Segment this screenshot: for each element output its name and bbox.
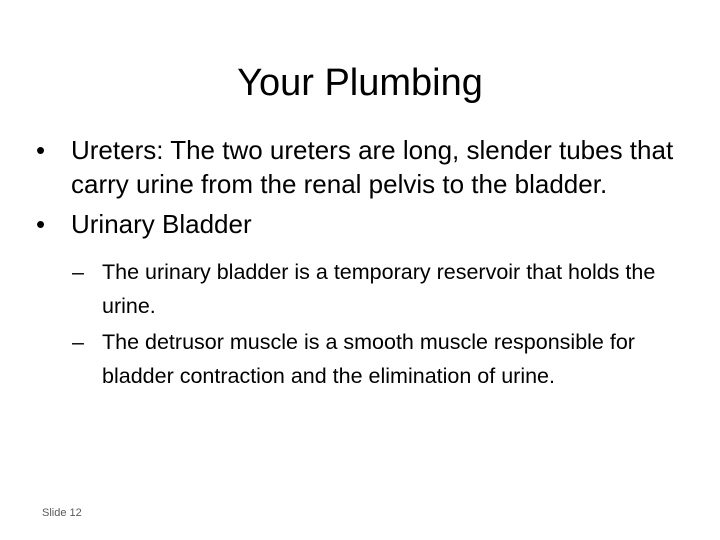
bullet-marker: • xyxy=(36,135,46,165)
subbullet-item-reservoir xyxy=(36,255,686,323)
dash-marker: – xyxy=(72,330,84,354)
slide-title: Your Plumbing xyxy=(237,62,483,104)
bullet-text: Ureters: The two ureters are long, slender tubes that carry urine from the renal pelvis to the bladder. xyxy=(71,135,674,199)
subbullet-item-detrusor xyxy=(36,325,686,393)
bullet-item-urinary-bladder xyxy=(36,207,686,241)
slide-number: Slide 12 xyxy=(42,507,82,519)
bullet-marker: • xyxy=(36,209,46,239)
bullet-item-ureters xyxy=(36,133,686,201)
subbullet-text: The detrusor muscle is a smooth muscle responsible for bladder contraction and the elimination of urine. xyxy=(102,330,635,388)
subbullet-text: The urinary bladder is a temporary reservoir that holds the urine. xyxy=(102,260,656,318)
dash-marker: – xyxy=(72,260,84,284)
bullet-list xyxy=(36,133,686,393)
bullet-text: Urinary Bladder xyxy=(71,209,252,239)
